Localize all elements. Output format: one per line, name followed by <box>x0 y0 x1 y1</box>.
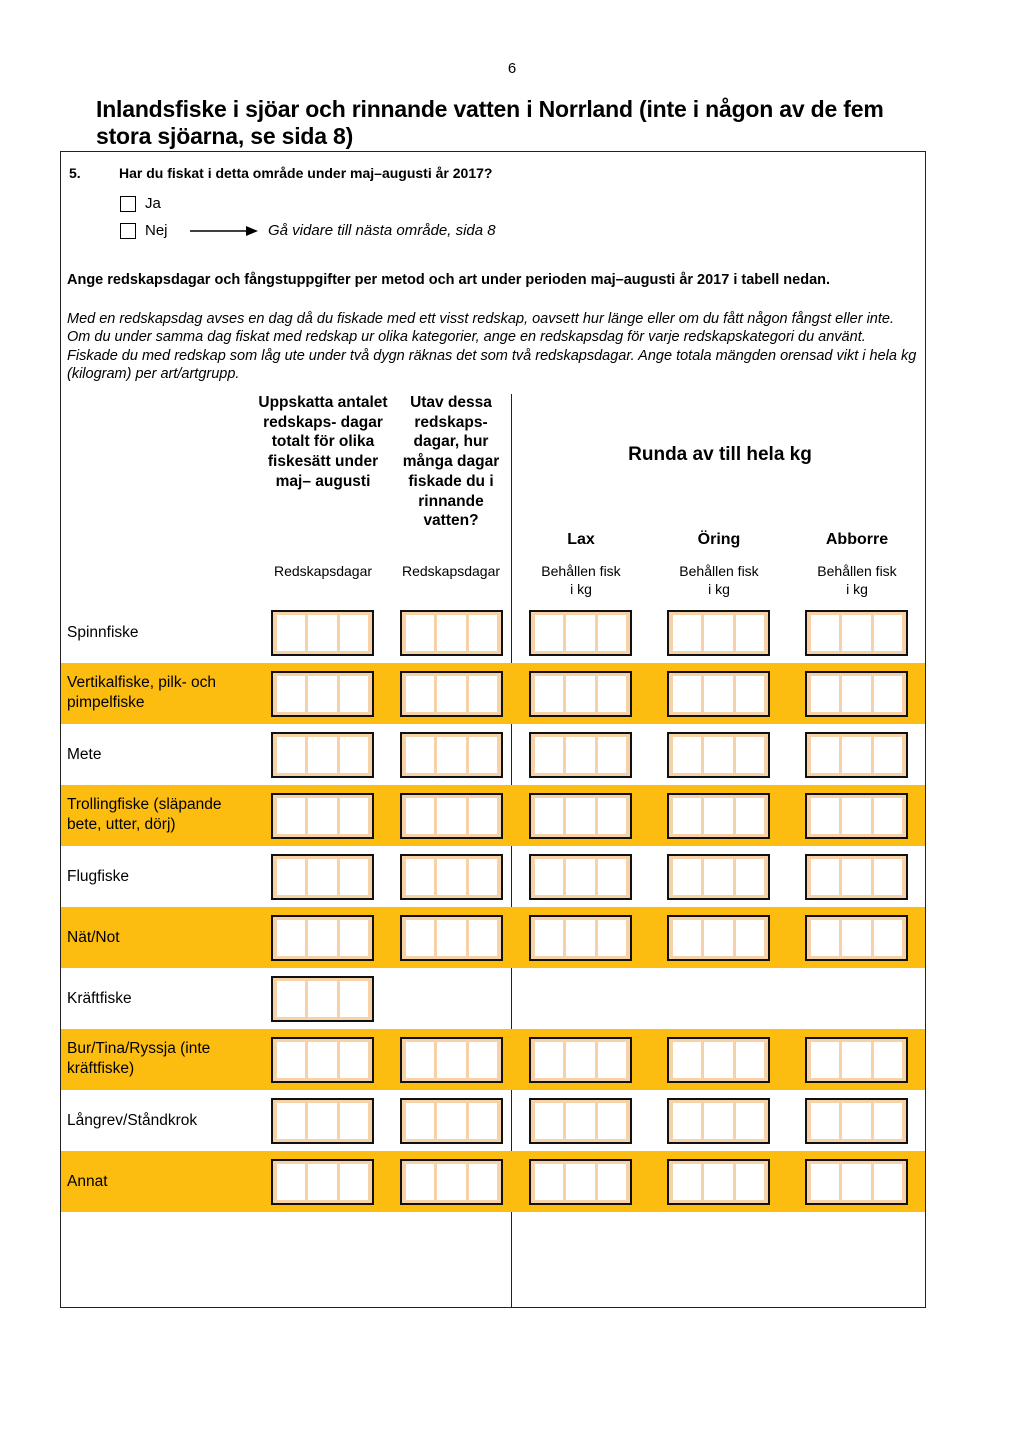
rounding-note: Runda av till hela kg <box>628 444 812 465</box>
input-lax-kg[interactable] <box>529 854 632 900</box>
option-nej <box>120 222 168 239</box>
digit-cell[interactable] <box>811 676 839 712</box>
digit-cell[interactable] <box>277 615 305 651</box>
row-method-label: Långrev/Ståndkrok <box>67 1112 198 1129</box>
digit-cell[interactable] <box>704 1103 732 1139</box>
input-abborre-kg[interactable] <box>805 610 908 656</box>
option-nej-label: Nej <box>145 222 168 239</box>
digit-cell[interactable] <box>566 920 594 956</box>
digit-cell[interactable] <box>340 737 368 773</box>
digit-cell[interactable] <box>535 737 563 773</box>
digit-cell[interactable] <box>842 859 870 895</box>
digit-cell[interactable] <box>736 615 764 651</box>
digit-cell[interactable] <box>736 920 764 956</box>
digit-cell[interactable] <box>566 615 594 651</box>
page-title: Inlandsfiske i sjöar och rinnande vatten i Norrland (inte i någon av de fem stora sjöarna, se sida 8) <box>96 96 884 149</box>
digit-cell[interactable] <box>704 859 732 895</box>
digit-cell[interactable] <box>277 920 305 956</box>
digit-cell[interactable] <box>598 798 626 834</box>
input-days-running-water[interactable] <box>400 610 503 656</box>
digit-cell[interactable] <box>469 676 497 712</box>
question-text: Har du fiskat i detta område under maj–augusti år 2017? <box>119 165 493 181</box>
digit-cell[interactable] <box>535 1103 563 1139</box>
digit-cell[interactable] <box>874 615 902 651</box>
digit-cell[interactable] <box>469 737 497 773</box>
digit-cell[interactable] <box>673 1042 701 1078</box>
input-lax-kg[interactable] <box>529 1159 632 1205</box>
digit-cell[interactable] <box>842 798 870 834</box>
digit-cell[interactable] <box>811 615 839 651</box>
digit-cell[interactable] <box>736 798 764 834</box>
digit-cell[interactable] <box>340 798 368 834</box>
digit-cell[interactable] <box>874 1103 902 1139</box>
digit-cell[interactable] <box>874 1164 902 1200</box>
digit-cell[interactable] <box>340 1164 368 1200</box>
digit-cell[interactable] <box>340 676 368 712</box>
input-abborre-kg[interactable] <box>805 854 908 900</box>
digit-cell[interactable] <box>277 1103 305 1139</box>
digit-cell[interactable] <box>874 737 902 773</box>
input-lax-kg[interactable] <box>529 793 632 839</box>
digit-cell[interactable] <box>842 1164 870 1200</box>
digit-cell[interactable] <box>277 859 305 895</box>
digit-cell[interactable] <box>673 859 701 895</box>
digit-cell[interactable] <box>842 676 870 712</box>
digit-cell[interactable] <box>469 1164 497 1200</box>
skip-instruction: Gå vidare till nästa område, sida 8 <box>268 222 496 239</box>
input-days-running-water[interactable] <box>400 793 503 839</box>
digit-cell[interactable] <box>469 615 497 651</box>
digit-cell[interactable] <box>535 1164 563 1200</box>
digit-cell[interactable] <box>874 859 902 895</box>
digit-cell[interactable] <box>842 1103 870 1139</box>
input-oring-kg[interactable] <box>667 793 770 839</box>
digit-cell[interactable] <box>598 676 626 712</box>
question-number: 5. <box>69 165 81 181</box>
digit-cell[interactable] <box>437 920 465 956</box>
input-days-total[interactable] <box>271 671 374 717</box>
digit-cell[interactable] <box>340 981 368 1017</box>
digit-cell[interactable] <box>437 737 465 773</box>
digit-cell[interactable] <box>736 1103 764 1139</box>
digit-cell[interactable] <box>673 676 701 712</box>
species-header-abborre: Abborre <box>825 531 889 548</box>
unit-kg-oring: Behållen fisk i kg <box>679 563 759 597</box>
digit-cell[interactable] <box>406 798 434 834</box>
input-lax-kg[interactable] <box>529 1098 632 1144</box>
digit-cell[interactable] <box>566 859 594 895</box>
input-oring-kg[interactable] <box>667 671 770 717</box>
digit-cell[interactable] <box>842 737 870 773</box>
digit-cell[interactable] <box>566 737 594 773</box>
input-days-total[interactable] <box>271 854 374 900</box>
row-method-label: Flugfiske <box>67 868 130 885</box>
digit-cell[interactable] <box>704 615 732 651</box>
row-method-label: Trollingfiske (släpande bete, utter, dörj) <box>67 796 222 833</box>
digit-cell[interactable] <box>811 1042 839 1078</box>
digit-cell[interactable] <box>566 798 594 834</box>
input-abborre-kg[interactable] <box>805 1037 908 1083</box>
input-oring-kg[interactable] <box>667 915 770 961</box>
digit-cell[interactable] <box>277 981 305 1017</box>
input-lax-kg[interactable] <box>529 732 632 778</box>
digit-cell[interactable] <box>340 920 368 956</box>
digit-cell[interactable] <box>704 798 732 834</box>
digit-cell[interactable] <box>673 615 701 651</box>
input-days-running-water[interactable] <box>400 1098 503 1144</box>
digit-cell[interactable] <box>842 615 870 651</box>
digit-cell[interactable] <box>277 1164 305 1200</box>
option-ja <box>120 195 161 212</box>
input-oring-kg[interactable] <box>667 1037 770 1083</box>
row-method-label: Kräftfiske <box>67 990 132 1007</box>
digit-cell[interactable] <box>598 737 626 773</box>
digit-cell[interactable] <box>704 676 732 712</box>
input-days-running-water[interactable] <box>400 915 503 961</box>
digit-cell[interactable] <box>736 1164 764 1200</box>
digit-cell[interactable] <box>535 1042 563 1078</box>
input-lax-kg[interactable] <box>529 671 632 717</box>
digit-cell[interactable] <box>535 676 563 712</box>
digit-cell[interactable] <box>437 615 465 651</box>
digit-cell[interactable] <box>406 1042 434 1078</box>
col1-header: Uppskatta antalet redskaps- dagar totalt för olika fiskesätt under maj– augusti <box>258 394 388 490</box>
species-header-oring: Öring <box>697 531 741 548</box>
row-method-label: Bur/Tina/Ryssja (inte kräftfiske) <box>67 1040 211 1077</box>
digit-cell[interactable] <box>437 859 465 895</box>
input-days-running-water[interactable] <box>400 732 503 778</box>
digit-cell[interactable] <box>736 676 764 712</box>
digit-cell[interactable] <box>736 859 764 895</box>
digit-cell[interactable] <box>308 859 336 895</box>
digit-cell[interactable] <box>308 1103 336 1139</box>
input-days-running-water[interactable] <box>400 671 503 717</box>
digit-cell[interactable] <box>535 798 563 834</box>
digit-cell[interactable] <box>673 737 701 773</box>
digit-cell[interactable] <box>308 676 336 712</box>
input-abborre-kg[interactable] <box>805 915 908 961</box>
digit-cell[interactable] <box>842 1042 870 1078</box>
digit-cell[interactable] <box>811 1164 839 1200</box>
digit-cell[interactable] <box>437 1103 465 1139</box>
digit-cell[interactable] <box>566 1042 594 1078</box>
input-days-total[interactable] <box>271 1159 374 1205</box>
unit-days-col1: Redskapsdagar <box>273 563 373 579</box>
digit-cell[interactable] <box>308 1164 336 1200</box>
digit-cell[interactable] <box>704 737 732 773</box>
input-days-running-water[interactable] <box>400 854 503 900</box>
input-oring-kg[interactable] <box>667 610 770 656</box>
input-lax-kg[interactable] <box>529 915 632 961</box>
digit-cell[interactable] <box>308 1042 336 1078</box>
instruction-bold: Ange redskapsdagar och fångstuppgifter per metod och art under perioden maj–augusti år 2017 i tabell nedan. <box>67 272 831 288</box>
digit-cell[interactable] <box>340 1103 368 1139</box>
input-abborre-kg[interactable] <box>805 671 908 717</box>
digit-cell[interactable] <box>406 1164 434 1200</box>
digit-cell[interactable] <box>673 798 701 834</box>
unit-kg-abborre: Behållen fisk i kg <box>817 563 897 597</box>
digit-cell[interactable] <box>598 859 626 895</box>
digit-cell[interactable] <box>598 615 626 651</box>
digit-cell[interactable] <box>437 798 465 834</box>
input-abborre-kg[interactable] <box>805 1159 908 1205</box>
digit-cell[interactable] <box>811 737 839 773</box>
input-days-total[interactable] <box>271 610 374 656</box>
digit-cell[interactable] <box>598 1103 626 1139</box>
input-days-running-water[interactable] <box>400 1159 503 1205</box>
input-abborre-kg[interactable] <box>805 732 908 778</box>
row-method-label: Annat <box>67 1173 108 1190</box>
digit-cell[interactable] <box>406 920 434 956</box>
digit-cell[interactable] <box>437 1164 465 1200</box>
input-oring-kg[interactable] <box>667 1159 770 1205</box>
digit-cell[interactable] <box>535 859 563 895</box>
arrow-right-icon <box>190 224 260 238</box>
digit-cell[interactable] <box>598 1164 626 1200</box>
input-days-total[interactable] <box>271 915 374 961</box>
input-days-total[interactable] <box>271 732 374 778</box>
checkbox-ja[interactable] <box>120 196 136 212</box>
input-abborre-kg[interactable] <box>805 1098 908 1144</box>
checkbox-nej[interactable] <box>120 223 136 239</box>
unit-days-col2: Redskapsdagar <box>401 563 501 579</box>
digit-cell[interactable] <box>535 615 563 651</box>
digit-cell[interactable] <box>277 798 305 834</box>
input-days-total[interactable] <box>271 1037 374 1083</box>
digit-cell[interactable] <box>535 920 563 956</box>
digit-cell[interactable] <box>566 1164 594 1200</box>
unit-kg-lax: Behållen fisk i kg <box>541 563 621 597</box>
digit-cell[interactable] <box>704 1164 732 1200</box>
digit-cell[interactable] <box>340 859 368 895</box>
digit-cell[interactable] <box>308 981 336 1017</box>
digit-cell[interactable] <box>437 1042 465 1078</box>
digit-cell[interactable] <box>469 1103 497 1139</box>
digit-cell[interactable] <box>874 1042 902 1078</box>
digit-cell[interactable] <box>736 1042 764 1078</box>
digit-cell[interactable] <box>842 920 870 956</box>
digit-cell[interactable] <box>406 1103 434 1139</box>
digit-cell[interactable] <box>704 920 732 956</box>
row-method-label: Mete <box>67 746 102 763</box>
digit-cell[interactable] <box>469 798 497 834</box>
row-method-label: Spinnfiske <box>67 624 139 641</box>
digit-cell[interactable] <box>598 1042 626 1078</box>
digit-cell[interactable] <box>406 615 434 651</box>
digit-cell[interactable] <box>277 1042 305 1078</box>
input-lax-kg[interactable] <box>529 1037 632 1083</box>
digit-cell[interactable] <box>308 615 336 651</box>
digit-cell[interactable] <box>874 798 902 834</box>
digit-cell[interactable] <box>308 798 336 834</box>
input-abborre-kg[interactable] <box>805 793 908 839</box>
digit-cell[interactable] <box>277 676 305 712</box>
digit-cell[interactable] <box>469 1042 497 1078</box>
col2-header: Utav dessa redskaps- dagar, hur många dagar fiskade du i rinnande vatten? <box>402 394 500 530</box>
digit-cell[interactable] <box>673 1103 701 1139</box>
row-method-label: Vertikalfiske, pilk- och pimpelfiske <box>67 674 217 711</box>
input-oring-kg[interactable] <box>667 854 770 900</box>
digit-cell[interactable] <box>469 920 497 956</box>
digit-cell[interactable] <box>811 859 839 895</box>
species-header-lax: Lax <box>567 531 595 548</box>
row-method-label: Nät/Not <box>67 929 120 946</box>
digit-cell[interactable] <box>874 676 902 712</box>
digit-cell[interactable] <box>598 920 626 956</box>
input-days-total[interactable] <box>271 1098 374 1144</box>
input-lax-kg[interactable] <box>529 610 632 656</box>
digit-cell[interactable] <box>673 920 701 956</box>
digit-cell[interactable] <box>308 737 336 773</box>
option-ja-label: Ja <box>145 195 161 212</box>
input-oring-kg[interactable] <box>667 1098 770 1144</box>
digit-cell[interactable] <box>437 676 465 712</box>
input-days-total[interactable] <box>271 793 374 839</box>
instruction-italic: Med en redskapsdag avses en dag då du fiskade med ett visst redskap, oavsett hur länge eller om du fått någon fångst eller inte. Om du under samma dag fiskat med redskap ur olika kategorier, ange en redskapsdag för varje redskapskategori du använt. Fiskade du med redskap som låg ute under två dygn räknas det som två redskapsdagar. Ange totala mängden orensad vikt i hela kg (kilogram) per art/artgrupp. <box>67 311 917 382</box>
page-number: 6 <box>507 60 517 77</box>
digit-cell[interactable] <box>704 1042 732 1078</box>
digit-cell[interactable] <box>340 1042 368 1078</box>
digit-cell[interactable] <box>673 1164 701 1200</box>
digit-cell[interactable] <box>811 920 839 956</box>
digit-cell[interactable] <box>340 615 368 651</box>
digit-cell[interactable] <box>406 859 434 895</box>
digit-cell[interactable] <box>469 859 497 895</box>
digit-cell[interactable] <box>736 737 764 773</box>
digit-cell[interactable] <box>277 737 305 773</box>
digit-cell[interactable] <box>406 737 434 773</box>
digit-cell[interactable] <box>811 798 839 834</box>
input-oring-kg[interactable] <box>667 732 770 778</box>
input-days-running-water[interactable] <box>400 1037 503 1083</box>
input-days-total[interactable] <box>271 976 374 1022</box>
digit-cell[interactable] <box>811 1103 839 1139</box>
digit-cell[interactable] <box>566 1103 594 1139</box>
digit-cell[interactable] <box>308 920 336 956</box>
digit-cell[interactable] <box>874 920 902 956</box>
digit-cell[interactable] <box>566 676 594 712</box>
digit-cell[interactable] <box>406 676 434 712</box>
